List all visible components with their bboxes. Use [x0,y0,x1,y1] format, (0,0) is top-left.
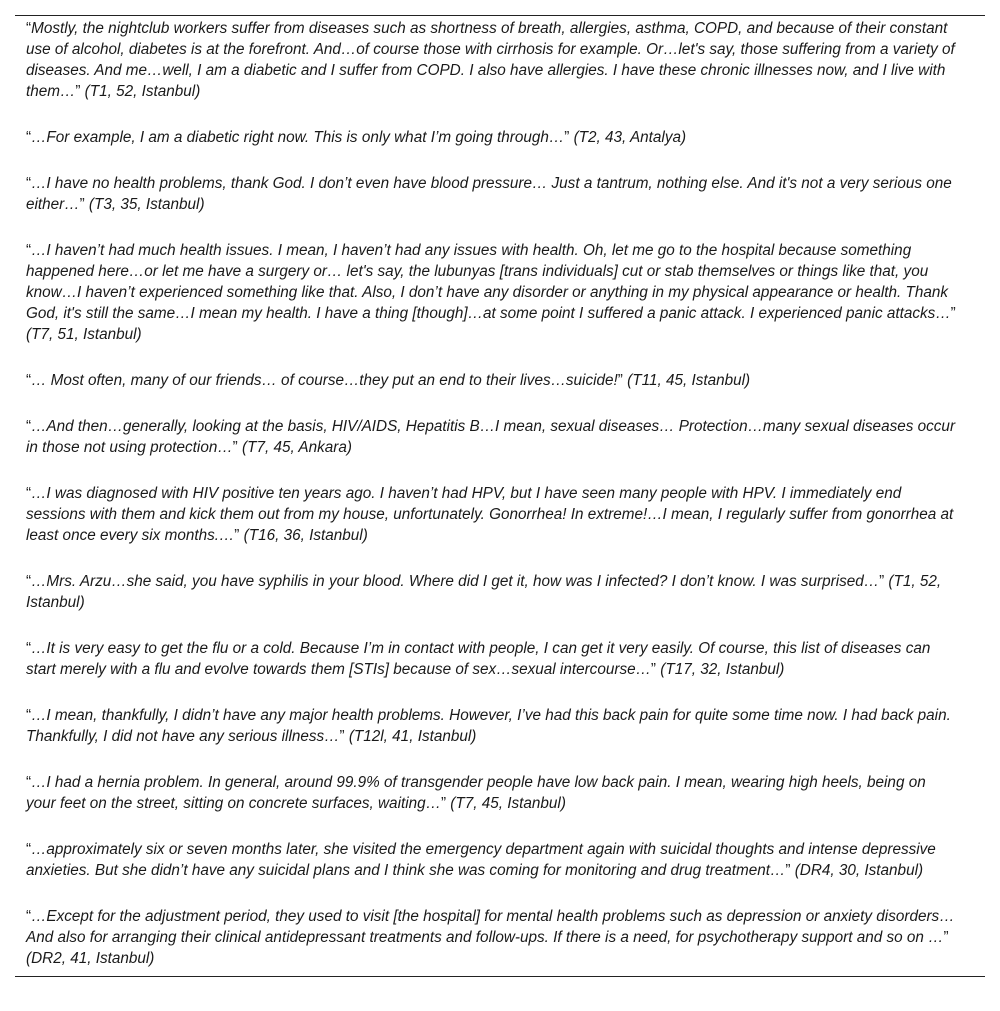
quote-row [15,173,985,215]
quote-attribution: (T11, 45, Istanbul) [627,372,751,389]
open-quote-mark: “ [26,418,32,435]
quote-text: Mostly, the nightclub workers suffer from diseases such as shortness of breath, allergies, asthma, COPD, and because of their constant use of alcohol, diabetes is at the forefront. And…of course those with cirrhosis for example. Or…let's say, those suffering from a variety of diseases. And me…well, I am a diabetic and I suffer from COPD. I also have allergies. I have these chronic illnesses now, and I live with them… [26,20,955,100]
close-quote-mark: ” [564,129,570,146]
quote-text: …Except for the adjustment period, they used to visit [the hospital] for mental health problems such as depression or anxiety disorders…And also for arranging their clinical antidepressant treatments and follow-ups. If there is a need, for psychotherapy support and so on … [26,908,955,946]
quote-attribution: (DR2, 41, Istanbul) [26,950,155,967]
close-quote-mark: ” [785,862,791,879]
quote-text: …approximately six or seven months later, she visited the emergency department again with suicidal thoughts and intense depressive anxieties. But she didn’t have any suicidal plans and I think she was coming for monitoring and drug treatment… [26,841,936,879]
open-quote-mark: “ [26,908,32,925]
open-quote-mark: “ [26,242,32,259]
quote-attribution: (T7, 51, Istanbul) [26,326,142,343]
close-quote-mark: ” [879,573,885,590]
quote-row [15,127,985,148]
quote-row [15,638,985,680]
open-quote-mark: “ [26,20,32,37]
quote-text: … Most often, many of our friends… of course…they put an end to their lives…suicide! [31,372,618,389]
close-quote-mark: ” [950,305,956,322]
open-quote-mark: “ [26,841,32,858]
quote-row [15,839,985,881]
close-quote-mark: ” [79,196,85,213]
close-quote-mark: ” [650,661,657,678]
open-quote-mark: “ [26,372,32,389]
quote-attribution: (T7, 45, Istanbul) [450,795,566,812]
quote-row [15,370,985,391]
quote-attribution: (T1, 52, Istanbul) [84,83,201,100]
quote-text: …I mean, thankfully, I didn’t have any major health problems. However, I’ve had this back pain for quite some time now. I had back pain. Thankfully, I did not have any serious illness… [26,707,951,745]
open-quote-mark: “ [26,774,32,791]
quote-row [15,416,985,458]
close-quote-mark: ” [617,372,623,389]
open-quote-mark: “ [26,129,32,146]
close-quote-mark: ” [232,439,238,456]
open-quote-mark: “ [26,640,32,657]
quote-row [15,483,985,546]
quote-row [15,906,985,969]
quote-attribution: (T1, 52, Istanbul) [26,573,942,611]
close-quote-mark: ” [440,795,447,812]
quote-table [15,15,985,977]
quote-attribution: (T16, 36, Istanbul) [243,527,368,544]
quote-text: …I have no health problems, thank God. I don’t even have blood pressure… Just a tantrum, nothing else. And it's not a very serious one either… [26,175,952,213]
quote-text: …Mrs. Arzu…she said, you have syphilis in your blood. Where did I get it, how was I infected? I don’t know. I was surprised… [31,573,880,590]
close-quote-mark: ” [943,929,949,946]
quote-text: …I was diagnosed with HIV positive ten years ago. I haven’t had HPV, but I have seen many people with HPV. I immediately end sessions with them and kick them out from my house, unfortunately. Gonorrhea! In extreme!…I mean, I regularly suffer from gonorrhea at least once every six months.… [26,485,954,544]
quote-row [15,240,985,345]
quote-attribution: (T12l, 41, Istanbul) [348,728,477,745]
quote-text: …It is very easy to get the flu or a cold. Because I’m in contact with people, I can get it very easily. Of course, this list of diseases can start merely with a flu and evolve towards them [STIs] because of sex…sexual intercourse… [26,640,931,678]
quote-row [15,772,985,814]
quote-text: …I had a hernia problem. In general, around 99.9% of transgender people have low back pain. I mean, wearing high heels, being on your feet on the street, sitting on concrete surfaces, waiting… [26,774,926,812]
quote-row [15,18,985,102]
quote-row [15,705,985,747]
quote-text: …I haven’t had much health issues. I mean, I haven’t had any issues with health. Oh, let me go to the hospital because something happened here…or let me have a surgery or… let's say, the lubunyas [trans individuals] cut or stab themselves or things like that, you know…I haven’t experienced something like that. Also, I don’t have any disorder or anything in my physical appearance or health. Thank God, it's still the same…I mean my health. I have a thing [though]…at some point I suffered a panic attack. I experienced panic attacks… [26,242,951,322]
quote-attribution: (T2, 43, Antalya) [573,129,687,146]
close-quote-mark: ” [234,527,240,544]
quote-attribution: (T17, 32, Istanbul) [660,661,785,678]
quote-row [15,571,985,613]
open-quote-mark: “ [26,175,32,192]
quote-attribution: (T3, 35, Istanbul) [88,196,205,213]
open-quote-mark: “ [26,573,32,590]
open-quote-mark: “ [26,485,32,502]
quote-text: …And then…generally, looking at the basis, HIV/AIDS, Hepatitis B…I mean, sexual diseases… Protection…many sexual diseases occur in those not using protection… [26,418,956,456]
quote-attribution: (DR4, 30, Istanbul) [794,862,924,879]
quote-text: …For example, I am a diabetic right now. This is only what I’m going through… [31,129,565,146]
open-quote-mark: “ [26,707,32,724]
quote-attribution: (T7, 45, Ankara) [242,439,352,456]
close-quote-mark: ” [339,728,345,745]
close-quote-mark: ” [75,83,81,100]
